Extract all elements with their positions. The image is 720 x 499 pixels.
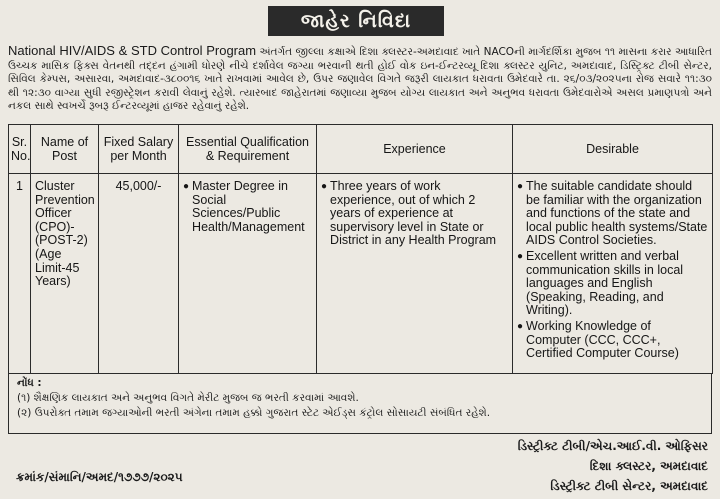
desirable-item-1: The suitable candidate should be familiar with the organization and functions of the state and local public health systems/State AIDS Control Societies. [526,179,708,248]
signature-line-2: દિશા ક્લસ્ટર, અમદાવાદ [589,459,708,473]
header-name-of-post: Name of Post [31,125,99,174]
cell-salary: 45,000/- [99,174,179,374]
bullet-icon: ● [321,181,328,192]
signature-block [468,436,708,496]
experience-text: Three years of work experience, out of which 2 years of experience at supervisory level in State or District in any Health Program [330,179,497,248]
desirable-list [517,180,708,361]
bullet-icon: ● [517,320,524,332]
vacancy-table [8,124,713,374]
list-item [517,250,708,318]
signature-line-3: ડિસ્ટ્રીક્ટ ટીબી સેન્ટર, અમદાવાદ [550,479,708,493]
cell-sr-no: 1 [9,174,31,374]
cell-desirable [513,174,713,374]
intro-body: અંતર્ગત જીલ્લા કક્ષાએ દિશા ક્લસ્ટર-અમદાવાદ ખાતે NACOની માર્ગદર્શિકા મુજબ ૧૧ માસના કરાર આધારિત ઉચ્ચક માસિક ફિક્સ વેતનથી તદ્દન હંગામી ધોરણે નીચે દર્શાવેલ જગ્યા ભરવાની થતી હોઈ વોક ઇન-ઈન્ટરવ્યૂ દિશા ક્લસ્ટર યુનિટ, અમદાવાદ, ડિસ્ટ્રિક્ટ ટીબી સેન્ટર, સિવિલ કેમ્પસ, અસારવા, અમદાવાદ-૩૮૦૦૧૬ ખાતે રાખવામાં આવેલ છે, ઉપર જણાવેલ વિગતે જરૂરી લાયકાત ધરાવતા ઉમેદવારે તા. ૨૬/૦૩/૨૦૨૫ના રોજ સવારે ૧૧:૩૦ થી ૧૨:૩૦ વાગ્યા સુધી રજીસ્ટ્રેશન કરાવી લેવાનું રહેશે. ત્યારબાદ જાહેરાતમાં જણાવ્યા મુજબ યોગ્ય લાયકાત અને અનુભવ ધરાવતા ઉમેદવારોએ અસલ પ્રમાણપત્રો અને નકલ સાથે સ્વખર્ચે રૂબરૂ ઈન્ટરવ્યૂમાં હાજર રહેવાનું રહેશે. [8,46,712,112]
intro-paragraph [8,44,712,114]
cell-experience [317,174,513,374]
header-salary: Fixed Salary per Month [99,125,179,174]
header-sr-no: Sr. No. [9,125,31,174]
bullet-icon: ● [517,181,524,192]
notice-title: જાહેર નિવિદા [268,6,444,36]
notes-section [8,374,712,434]
list-item [517,180,708,248]
bullet-icon: ● [183,181,190,192]
qualification-text: Master Degree in Social Sciences/Public Health/Management [192,179,305,234]
desirable-item-3: Working Knowledge of Computer (CCC, CCC+, Certified Computer Course) [526,318,679,361]
notes-header: નોંધ : [17,377,42,389]
signature-line-1: ડિસ્ટ્રીક્ટ ટીબી/એચ.આઈ.વી. ઓફિસર [517,439,708,453]
intro-program-name: National HIV/AIDS & STD Control Program [8,43,257,58]
note-item-2: (૨) ઉપરોક્ત તમામ જગ્યાઓની ભરતી અંગેના તમામ હક્કો ગુજરાત સ્ટેટ એઈડ્સ કંટ્રોલ સોસાયટી સંબંધિત રહેશે. [17,407,491,419]
reference-number: ક્રમાંક/સંમાનિ/અમદ/૧૭૭૭/૨૦૨૫ [16,470,183,484]
desirable-item-2: Excellent written and verbal communication skills in local languages and English (Speaking, Reading, and Writing). [526,248,684,318]
header-desirable: Desirable [513,125,713,174]
cell-qualification [179,174,317,374]
table-row [9,174,713,374]
header-experience: Experience [317,125,513,174]
cell-post-name: Cluster Prevention Officer (CPO)-(POST-2) (Age Limit-45 Years) [31,174,99,374]
list-item [517,320,708,361]
table-header-row [9,125,713,174]
bullet-icon: ● [517,250,524,262]
note-item-1: (૧) શૈક્ષણિક લાયકાત અને અનુભવ વિગતે મેરીટ મુજબ જ ભરતી કરવામાં આવશે. [17,392,359,404]
header-qualification: Essential Qualification & Requirement [179,125,317,174]
